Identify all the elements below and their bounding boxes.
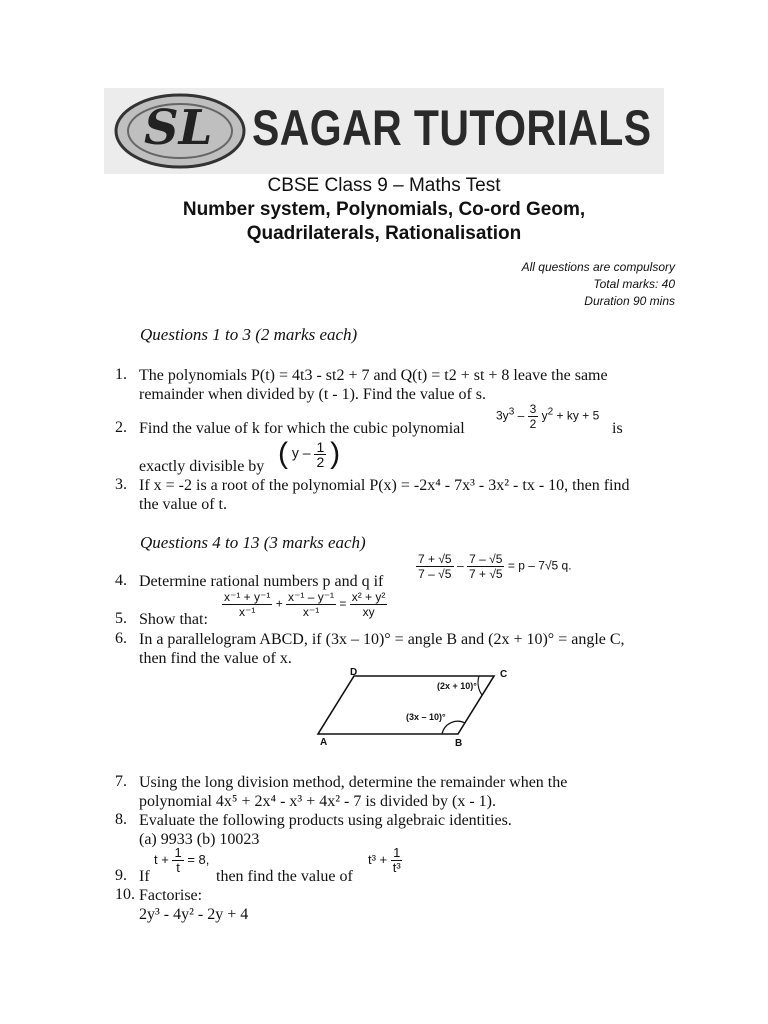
question-text: 2y³ - 4y² - 2y + 4: [139, 906, 249, 923]
question-text: Determine rational numbers p and q if: [139, 573, 384, 590]
question-text: Using the long division method, determine the remainder when the: [139, 774, 568, 791]
logo-initials: SL: [144, 100, 213, 156]
question-text: (a) 9933 (b) 10023: [139, 831, 260, 848]
question-text: In a parallelogram ABCD, if (3x – 10)° = angle B and (2x + 10)° = angle C,: [139, 631, 625, 648]
question-number: 1.: [115, 366, 127, 383]
parallelogram-diagram: [314, 664, 514, 750]
question-text: The polynomials P(t) = 4t3 - st2 + 7 and Q(t) = t2 + st + 8 leave the same: [139, 367, 608, 384]
section-heading-2: Questions 4 to 13 (3 marks each): [140, 533, 366, 552]
question-text: then find the value of: [216, 868, 353, 885]
question-number: 2.: [115, 419, 127, 436]
duration: Duration 90 mins: [584, 294, 675, 308]
question-text: is: [612, 420, 623, 437]
question-number: 9.: [115, 867, 127, 884]
test-title: CBSE Class 9 – Maths Test: [267, 175, 501, 196]
question-number: 3.: [115, 476, 127, 493]
target-expression: t³ + $\frac{1}{\text{t³}}$: [368, 845, 401, 875]
rationalisation-equation: $\frac{7 + √5}{7 - √5}$ – $\frac{7 - √5}{7 + √5}$ = p – 7√5 q.: [418, 552, 572, 581]
angle-c-arc: [478, 676, 482, 695]
topics-line-2: Quadrilaterals, Rationalisation: [246, 223, 522, 244]
cubic-polynomial: $3y^3$ – $\frac{3}{2}$ $y^2$ + ky + 5: [496, 402, 600, 431]
question-number: 5.: [115, 610, 127, 627]
question-text: Evaluate the following products using algebraic identities.: [139, 812, 512, 829]
section-heading-1: Questions 1 to 3 (2 marks each): [140, 325, 358, 344]
question-number: 7.: [115, 773, 127, 790]
angle-c-label: (2x + 10)°: [437, 681, 477, 691]
logo-text: SAGAR TUTORIALS: [252, 100, 652, 156]
instructions: All questions are compulsory: [521, 260, 675, 274]
vertex-label-d: D: [350, 667, 358, 678]
question-number: 6.: [115, 630, 127, 647]
question-text: If x = -2 is a root of the polynomial P(x) = -2x⁴ - 7x³ - 3x² - tx - 10, then find: [139, 477, 630, 494]
identity-equation: $\frac{\text{x⁻¹ + y⁻¹}}{\text{x⁻¹}}$ + $\frac{\text{x⁻¹ – y⁻¹}}{\text{x⁻¹}}$ = $\frac{\text{x² + y²}}{xy}$: [224, 590, 386, 619]
question-text: If: [139, 868, 150, 885]
vertex-label-c: C: [500, 669, 508, 680]
question-text: then find the value of x.: [139, 650, 292, 667]
question-text: remainder when divided by (t - 1). Find the value of s.: [139, 386, 487, 403]
angle-b-label: (3x – 10)°: [406, 712, 446, 722]
vertex-label-b: B: [455, 738, 463, 749]
question-number: 4.: [115, 572, 127, 589]
question-text: Find the value of k for which the cubic polynomial: [139, 420, 465, 437]
question-number: 10.: [115, 886, 135, 903]
total-marks: Total marks: 40: [593, 277, 675, 291]
question-text: polynomial 4x⁵ + 2x⁴ - x³ + 4x² - 7 is divided by (x - 1).: [139, 793, 496, 810]
topics-line-1: Number system, Polynomials, Co-ord Geom,: [182, 199, 586, 220]
question-text: exactly divisible by: [139, 458, 265, 475]
given-condition: t + $\frac{1}{t}$ = 8,: [154, 845, 210, 875]
question-text: Factorise:: [139, 887, 203, 904]
divisor-expression: ( y – $\frac{1}{2}$ ): [278, 437, 341, 470]
question-text: the value of t.: [139, 496, 227, 513]
vertex-label-a: A: [320, 737, 328, 748]
question-text: Show that:: [139, 611, 208, 628]
logo-banner: [104, 88, 664, 174]
question-number: 8.: [115, 811, 127, 828]
